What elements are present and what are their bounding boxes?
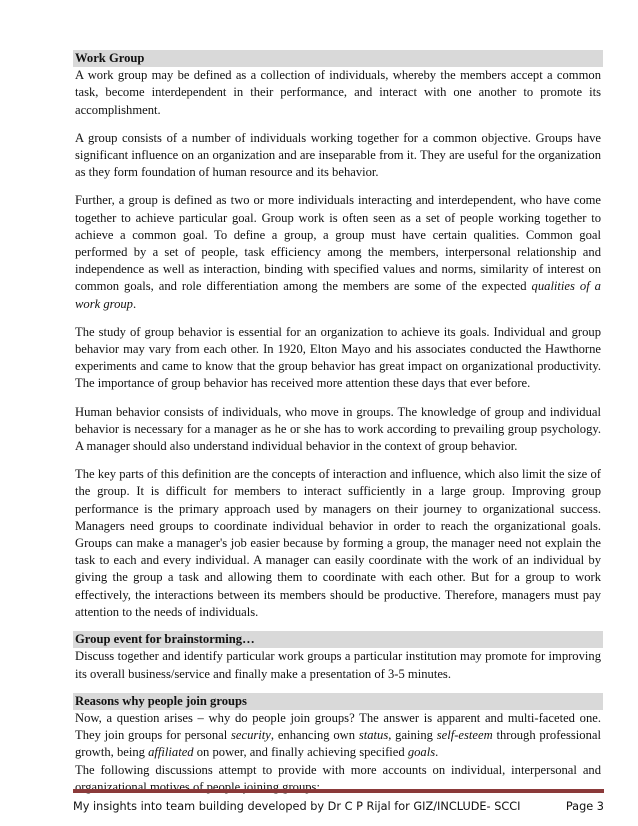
reasons-section	[73, 693, 603, 796]
paragraph-definition: A work group may be defined as a collection of individuals, whereby the members accept a common task, become interdependent in their performance, and interact with one another to promote its accomplishment.	[75, 68, 601, 117]
text: through professional growth, being	[75, 728, 601, 760]
section-heading-work-group: Work Group	[73, 50, 603, 67]
section-heading-reasons: Reasons why people join groups	[73, 693, 603, 710]
paragraph-group-qualities	[73, 192, 603, 312]
page-footer	[73, 789, 604, 815]
page-number: Page 3	[565, 800, 604, 813]
text: , enhancing own	[270, 728, 359, 743]
paragraph-group-objective: A group consists of a number of individuals working together for a common objective. Groups have significant influence on an organization and are inseparable from it. They are useful for the organization as they form foundation of human resource and its behavior.	[75, 130, 601, 180]
emphasis-qualities: qualities of a work group	[75, 279, 601, 311]
text: Now, a question arises – why do people join groups? The answer is apparent and multi-faceted one. They join groups for personal	[75, 710, 601, 743]
section-heading-brainstorm: Group event for brainstorming…	[73, 631, 603, 648]
emphasis-affiliated: affiliated	[148, 745, 194, 760]
reasons-paragraph	[73, 710, 603, 762]
text: , gaining	[388, 728, 437, 743]
emphasis-status: status	[358, 728, 389, 743]
paragraph-end: .	[132, 296, 137, 311]
text: on power, and finally achieving specified	[193, 745, 408, 760]
emphasis-security: security	[231, 728, 271, 743]
paragraph-text: Further, a group is defined as two or more individuals interacting and interdependent, who have come together to achieve particular goal. Group work is often seen as a set of people working together to achieve a common goal. To define a group, a group must have certain qualities. Common goal performed by a set of people, task efficiency among the members, interpersonal relationship and independence as well as interaction, binding with specified values and norms, similarity of interest on common goals, and role differentiation among the members are some of the expected	[75, 193, 601, 294]
paragraph-key-parts: The key parts of this definition are the concepts of interaction and influence, which also limit the size of the group. It is difficult for members to interact sufficiently in a large group. Improving group performance is the primary approach used by managers on their journey to organizational success. Managers need groups to coordinate individual behavior in order to reach the organizational goals. Groups can make a manager's job easier because by forming a group, the manager need not explain the task to each and every individual. A manager can easily coordinate with the work of an individual by giving the group a task and allowing them to coordinate with each other. But for a group to work effectively, the interactions between its members should be productive. Therefore, managers must pay attention to the needs of individuals.	[75, 467, 601, 619]
work-group-section	[73, 50, 603, 621]
paragraph-human-behavior: Human behavior consists of individuals, who move in groups. The knowledge of group and individual behavior is necessary for a manager as he or she has to work according to prevailing group psychology. A manager should also understand individual behavior in the context of group behavior.	[75, 404, 601, 454]
emphasis-self-esteem: self-esteem	[436, 728, 493, 743]
text: .	[435, 745, 439, 760]
paragraph-group-behavior-study: The study of group behavior is essential for an organization to achieve its goals. Individual and group behavior may vary from each other. In 1920, Elton Mayo and his associates conducted the Hawthorne experiments and came to know that the group behavior has great impact on organizational productivity. The importance of group behavior has received more attention these days that ever before.	[75, 324, 601, 391]
reasons-followup: The following discussions attempt to provide with more accounts on individual, interpersonal and organizational motives of people joining groups:	[75, 762, 601, 794]
emphasis-goals: goals	[407, 745, 436, 760]
brainstorm-section	[73, 631, 603, 683]
brainstorm-body: Discuss together and identify particular work groups a particular institution may promote for improving its overall business/service and finally make a presentation of 3-5 minutes.	[75, 649, 601, 681]
document-page	[73, 50, 603, 806]
footer-text: My insights into team building developed by Dr C P Rijal for GIZ/INCLUDE- SCCI	[73, 800, 521, 813]
